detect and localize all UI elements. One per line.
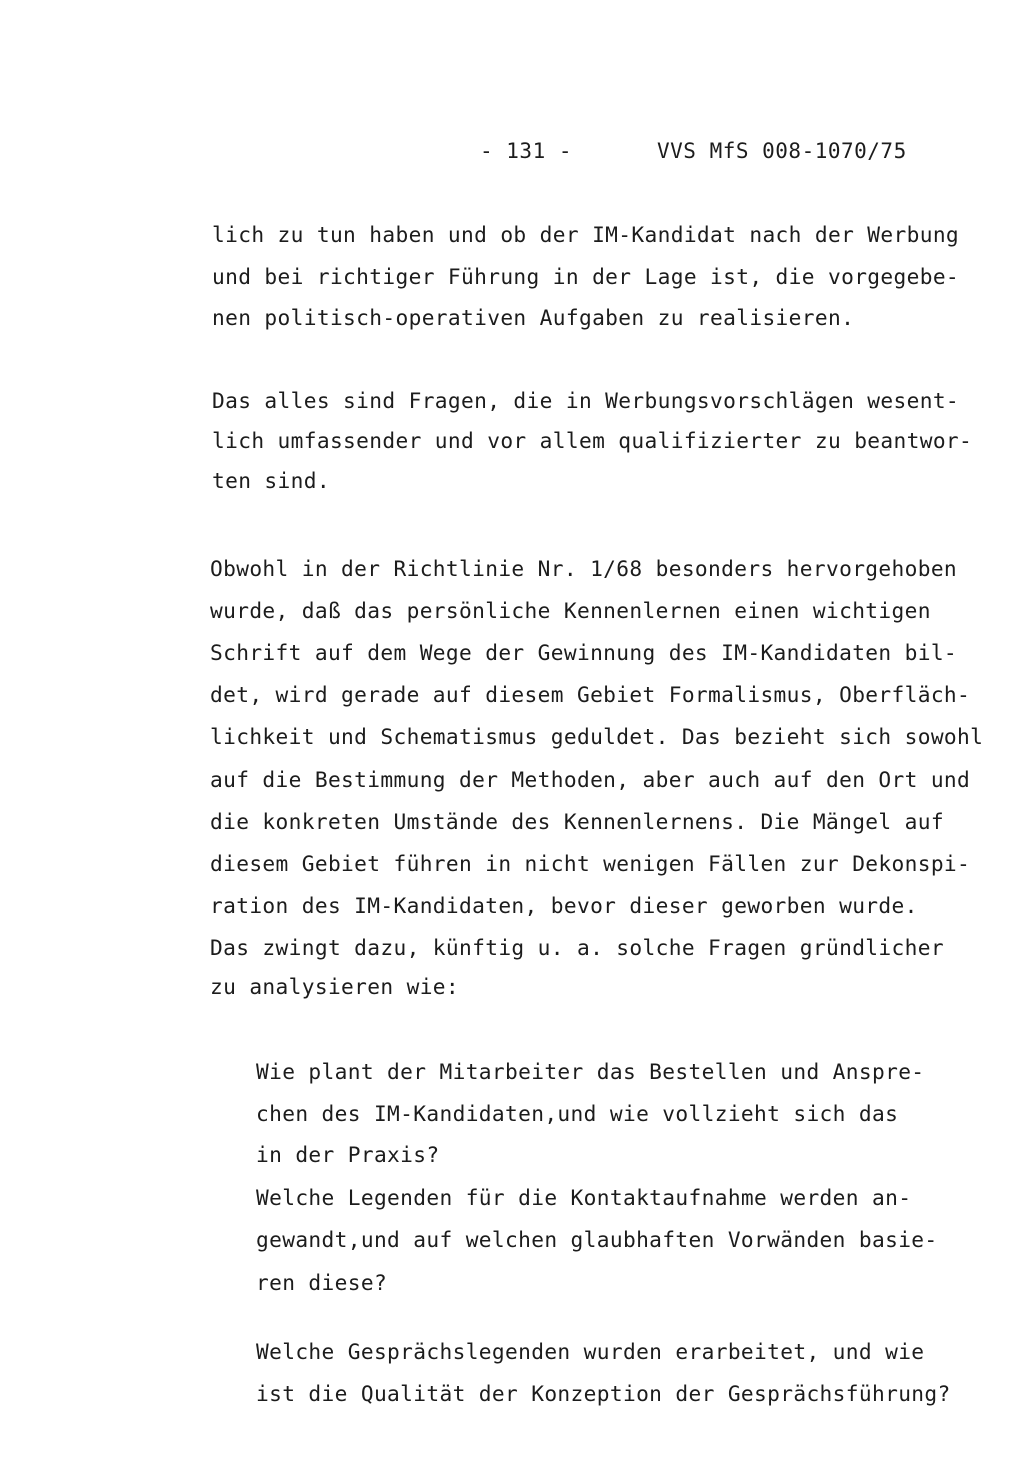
- text-line: zu analysieren wie:: [210, 974, 460, 999]
- text-line: Das alles sind Fragen, die in Werbungsvorschlägen wesent-: [212, 388, 960, 413]
- text-line: in der Praxis?: [256, 1142, 440, 1167]
- text-line: lichkeit und Schematismus geduldet. Das bezieht sich sowohl: [210, 724, 984, 749]
- text-line: gewandt,und auf welchen glaubhaften Vorwänden basie-: [256, 1227, 938, 1252]
- text-line: ten sind.: [212, 468, 330, 493]
- page-number: - 131 -: [480, 139, 573, 163]
- text-line: det, wird gerade auf diesem Gebiet Formalismus, Oberfläch-: [210, 682, 971, 707]
- text-line: lich umfassender und vor allem qualifizierter zu beantwor-: [212, 428, 973, 453]
- text-line: Welche Legenden für die Kontaktaufnahme werden an-: [256, 1185, 912, 1210]
- text-line: Welche Gesprächslegenden wurden erarbeitet, und wie: [256, 1339, 925, 1364]
- text-line: chen des IM-Kandidaten,und wie vollzieht sich das: [256, 1101, 899, 1126]
- text-line: Das zwingt dazu, künftig u. a. solche Fragen gründlicher: [210, 935, 944, 960]
- document-reference: VVS MfS 008-1070/75: [657, 139, 907, 163]
- text-line: lich zu tun haben und ob der IM-Kandidat nach der Werbung: [212, 222, 960, 247]
- text-line: Wie plant der Mitarbeiter das Bestellen und Anspre-: [256, 1059, 925, 1084]
- text-line: wurde, daß das persönliche Kennenlernen einen wichtigen: [210, 598, 931, 623]
- page-header: [480, 139, 907, 235]
- text-line: Obwohl in der Richtlinie Nr. 1/68 besonders hervorgehoben: [210, 556, 958, 581]
- text-line: ration des IM-Kandidaten, bevor dieser geworben wurde.: [210, 893, 918, 918]
- text-line: ren diese?: [256, 1270, 388, 1295]
- text-line: Schrift auf dem Wege der Gewinnung des IM-Kandidaten bil-: [210, 640, 958, 665]
- text-line: und bei richtiger Führung in der Lage ist, die vorgegebe-: [212, 264, 960, 289]
- text-line: nen politisch-operativen Aufgaben zu realisieren.: [212, 305, 855, 330]
- text-line: die konkreten Umstände des Kennenlernens. Die Mängel auf: [210, 809, 944, 834]
- text-line: auf die Bestimmung der Methoden, aber auch auf den Ort und: [210, 767, 971, 792]
- text-line: diesem Gebiet führen in nicht wenigen Fällen zur Dekonspi-: [210, 851, 971, 876]
- text-line: ist die Qualität der Konzeption der Gesprächsführung?: [256, 1381, 951, 1406]
